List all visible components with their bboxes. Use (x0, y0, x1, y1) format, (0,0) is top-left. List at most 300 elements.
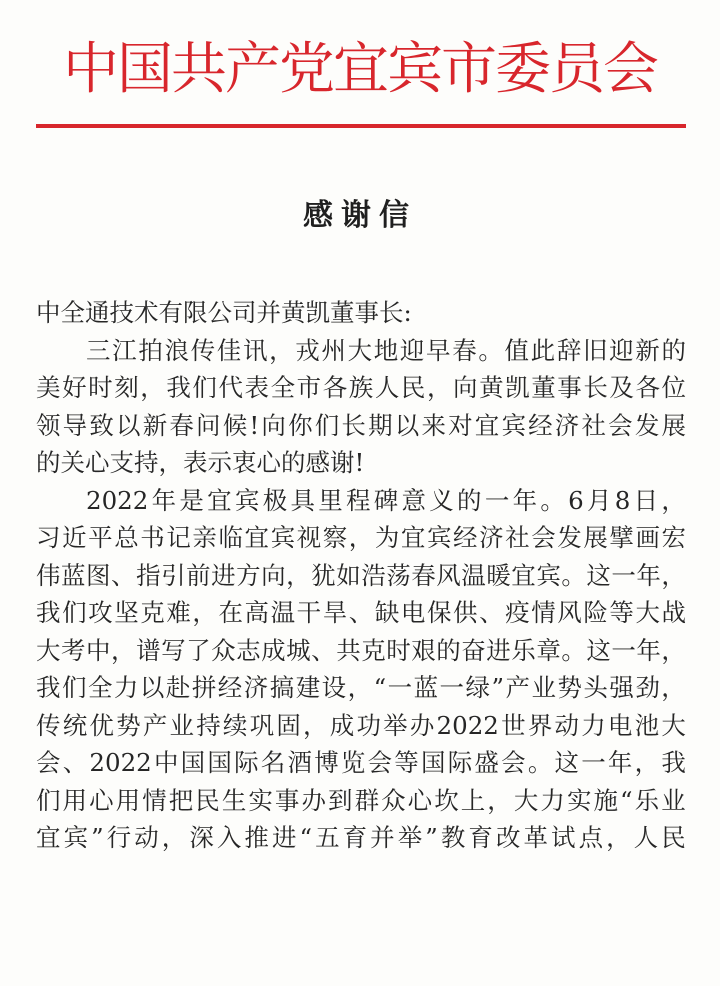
text-glyph: 、 (479, 598, 504, 627)
text-glyph: 一 (484, 485, 510, 515)
letter-body (36, 294, 686, 857)
text-glyph: 宾 (63, 823, 89, 852)
text-glyph: 年 (636, 635, 661, 665)
text-glyph: 办 (409, 710, 435, 740)
text-glyph: 宾 (426, 523, 452, 552)
text-glyph: 、 (311, 635, 336, 665)
text-glyph: 固 (276, 710, 301, 740)
text-glyph: 的 (457, 485, 482, 515)
text-glyph: ， (303, 710, 328, 740)
text-glyph: ， (661, 485, 686, 515)
text-glyph: 碑 (373, 485, 399, 515)
text-glyph: 行 (106, 823, 132, 852)
text-glyph: 值 (504, 335, 529, 365)
text-glyph: 际 (234, 748, 259, 777)
text-glyph: 意 (401, 485, 427, 515)
text-glyph: 成 (329, 710, 355, 740)
text-glyph: 平 (88, 523, 113, 552)
text-glyph: 章 (536, 635, 561, 665)
text-glyph: 前 (186, 560, 211, 590)
text-glyph: 义 (429, 485, 454, 515)
text-glyph: ! (249, 410, 260, 440)
text-glyph: 总 (114, 523, 139, 552)
text-glyph: 春 (169, 410, 194, 440)
paragraph-line (36, 332, 686, 370)
letterhead-title: 中国共产党宜宾市委员会 (63, 37, 657, 102)
text-glyph: 革 (523, 823, 548, 852)
text-glyph: 2022 (86, 485, 149, 515)
text-glyph: ， (140, 373, 165, 402)
text-glyph: 暖 (486, 560, 511, 590)
text-glyph: ， (487, 785, 512, 815)
text-glyph: 蓝 (413, 673, 439, 702)
text-glyph: 江 (112, 335, 137, 365)
text-glyph: ， (426, 373, 452, 402)
text-glyph: 情 (531, 598, 556, 627)
text-glyph: 佳 (216, 335, 242, 365)
text-glyph: 用 (115, 785, 141, 815)
text-glyph: ” (425, 823, 438, 852)
text-glyph: 我 (661, 748, 686, 777)
text-glyph: 一 (387, 673, 413, 702)
text-glyph: 我 (166, 373, 191, 402)
text-glyph: 产 (505, 673, 530, 702)
salutation: 中全通技术有限公司并黄凯董事长: (36, 298, 412, 327)
text-glyph: 乐 (634, 785, 660, 815)
paragraph-line (36, 707, 686, 745)
text-glyph: 巩 (249, 710, 275, 740)
text-glyph: 中 (86, 635, 111, 665)
text-glyph: 表 (244, 373, 269, 402)
text-glyph: 宾 (536, 560, 561, 590)
paragraph-line (36, 407, 686, 445)
text-glyph: 动 (134, 823, 159, 852)
text-glyph: 搞 (269, 673, 295, 702)
text-glyph: 新 (635, 335, 660, 365)
text-glyph: 济 (554, 410, 580, 440)
text-glyph: ， (606, 823, 631, 852)
text-glyph: 好 (62, 373, 87, 402)
text-glyph: 。 (527, 748, 553, 777)
text-glyph: 察 (322, 523, 348, 552)
text-glyph: 时 (386, 635, 411, 665)
paragraph-line: 的关心支持，表示衷心的感谢! (36, 448, 365, 477)
text-glyph: 风 (436, 560, 461, 590)
text-glyph: 你 (288, 410, 313, 440)
text-glyph: 各 (322, 373, 348, 402)
text-glyph: 了 (186, 635, 211, 665)
text-glyph: 大 (36, 635, 61, 665)
text-glyph: 育 (468, 823, 493, 852)
text-glyph: 群 (354, 785, 380, 815)
text-glyph: 保 (426, 598, 452, 627)
text-glyph: 春 (411, 560, 436, 590)
text-glyph: 酒 (287, 748, 312, 777)
text-glyph: 克 (140, 598, 165, 627)
text-glyph: 视 (296, 523, 322, 552)
text-glyph: 日 (633, 485, 659, 515)
text-glyph: 险 (583, 598, 608, 627)
text-glyph: 疫 (505, 598, 530, 627)
text-glyph: 近 (62, 523, 87, 552)
text-glyph: 以 (116, 410, 141, 440)
text-glyph: 宾 (234, 485, 260, 515)
text-glyph: 戎 (295, 335, 320, 365)
text-glyph: 黄 (479, 373, 504, 402)
text-glyph: ， (161, 823, 187, 852)
text-glyph: 生 (221, 785, 247, 815)
text-glyph: ， (111, 635, 136, 665)
text-glyph: 会 (367, 748, 393, 777)
text-glyph: 把 (168, 785, 194, 815)
text-glyph: 业 (169, 710, 195, 740)
text-glyph: 各 (635, 373, 660, 402)
text-glyph: 此 (530, 335, 556, 365)
text-glyph: 董 (531, 373, 556, 402)
text-glyph: 供 (453, 598, 478, 627)
text-glyph: 族 (348, 373, 374, 402)
paragraph-line (36, 632, 686, 670)
paragraph-line (36, 369, 686, 407)
letterhead-divider (36, 124, 686, 128)
text-glyph: 拼 (191, 673, 217, 702)
text-glyph: 温 (461, 560, 486, 590)
text-glyph: 国 (421, 748, 446, 777)
text-glyph: 考 (61, 635, 86, 665)
text-glyph: 、 (111, 560, 136, 590)
text-glyph: 导 (62, 410, 88, 440)
text-glyph: 记 (166, 523, 191, 552)
text-glyph: 写 (161, 635, 186, 665)
text-glyph: 、 (62, 748, 88, 777)
text-glyph: 月 (586, 485, 612, 515)
text-glyph: 宜 (207, 485, 232, 515)
text-glyph: 这 (554, 748, 580, 777)
text-glyph: 致 (89, 410, 114, 440)
text-glyph: 力 (581, 710, 606, 740)
paragraph-line (36, 782, 686, 820)
text-glyph: 社 (581, 410, 606, 440)
text-glyph: 势 (116, 710, 141, 740)
text-glyph: 年 (151, 485, 177, 515)
text-glyph: 情 (142, 785, 167, 815)
text-glyph: 谱 (136, 635, 161, 665)
text-glyph: 经 (528, 410, 553, 440)
text-glyph: 推 (244, 823, 269, 852)
text-glyph: 一 (611, 635, 636, 665)
text-glyph: 民 (195, 785, 220, 815)
text-glyph: 共 (336, 635, 361, 665)
text-glyph: 如 (336, 560, 361, 590)
text-glyph: 克 (361, 635, 386, 665)
text-glyph: ， (634, 748, 660, 777)
text-glyph: 头 (583, 673, 608, 702)
text-glyph: 成 (261, 635, 286, 665)
text-glyph: “ (299, 823, 313, 852)
text-glyph: 宜 (244, 523, 269, 552)
text-glyph: 我 (36, 598, 61, 627)
text-glyph: ， (661, 560, 686, 590)
text-glyph: 习 (36, 523, 61, 552)
text-glyph: ” (91, 823, 104, 852)
text-glyph: 攻 (88, 598, 113, 627)
text-glyph: 力 (540, 785, 565, 815)
text-glyph: 电 (607, 710, 633, 740)
text-glyph: 宜 (36, 823, 61, 852)
text-glyph: 坎 (434, 785, 459, 815)
text-glyph: 大 (635, 598, 660, 627)
text-glyph: 宾 (270, 523, 296, 552)
text-glyph: 。 (561, 635, 586, 665)
text-glyph: 年 (607, 748, 633, 777)
text-glyph: 国 (180, 748, 206, 777)
text-glyph: 建 (295, 673, 321, 702)
text-glyph: 风 (557, 598, 582, 627)
text-glyph: 宏 (661, 523, 686, 552)
text-glyph: ， (661, 673, 686, 702)
text-glyph: 大 (513, 785, 539, 815)
text-glyph: 图 (86, 560, 111, 590)
text-glyph: 凯 (505, 373, 530, 402)
text-glyph: ， (347, 673, 373, 702)
text-glyph: 蓝 (61, 560, 86, 590)
paragraph-line (36, 744, 686, 782)
text-glyph: 持 (196, 710, 221, 740)
text-glyph: 向 (261, 560, 286, 590)
text-glyph: ， (192, 598, 217, 627)
text-glyph: 济 (479, 523, 504, 552)
text-glyph: 社 (505, 523, 530, 552)
text-glyph: 对 (448, 410, 473, 440)
text-glyph: 济 (243, 673, 269, 702)
text-glyph: 在 (218, 598, 243, 627)
text-glyph: 方 (236, 560, 261, 590)
text-glyph: 举 (397, 823, 423, 852)
text-glyph: 传 (190, 335, 216, 365)
text-glyph: 三 (86, 335, 111, 365)
text-glyph: 浩 (361, 560, 386, 590)
paragraph-line (36, 594, 686, 632)
text-glyph: 进 (271, 823, 297, 852)
text-glyph: 世 (501, 710, 526, 740)
text-glyph: 来 (421, 410, 446, 440)
text-glyph: 奋 (461, 635, 486, 665)
text-glyph: 战 (661, 598, 686, 627)
text-glyph: 这 (586, 635, 611, 665)
text-glyph: 刻 (114, 373, 139, 402)
text-glyph: 实 (248, 785, 273, 815)
text-glyph: 代 (218, 373, 243, 402)
text-glyph: 上 (460, 785, 486, 815)
text-glyph: 温 (270, 598, 296, 627)
text-glyph: 点 (578, 823, 604, 852)
text-glyph: 程 (345, 485, 371, 515)
text-glyph: 宾 (501, 410, 526, 440)
text-glyph: 具 (290, 485, 315, 515)
document-title: 感谢信 (303, 198, 417, 233)
text-glyph: 施 (593, 785, 618, 815)
text-glyph: 。 (540, 485, 565, 515)
text-glyph: 等 (609, 598, 634, 627)
text-glyph: 辞 (556, 335, 582, 365)
text-glyph: 一 (581, 748, 606, 777)
text-glyph: 及 (609, 373, 634, 402)
text-glyph: 动 (554, 710, 580, 740)
text-glyph: 产 (142, 710, 168, 740)
text-glyph: 为 (374, 523, 400, 552)
text-glyph: 荡 (386, 560, 411, 590)
text-glyph: ， (269, 335, 294, 365)
text-glyph: 这 (586, 560, 611, 590)
paragraph-line (36, 482, 686, 520)
text-glyph: 是 (179, 485, 204, 515)
text-glyph: 6 (568, 485, 584, 515)
text-glyph: 教 (440, 823, 466, 852)
text-glyph: 。 (561, 560, 586, 590)
text-glyph: 事 (274, 785, 300, 815)
text-glyph: 育 (342, 823, 368, 852)
text-glyph: 人 (374, 373, 400, 402)
text-glyph: 续 (222, 710, 248, 740)
text-glyph: 犹 (311, 560, 336, 590)
text-glyph: 实 (566, 785, 592, 815)
text-glyph: 中 (153, 748, 179, 777)
text-glyph: 讯 (242, 335, 268, 365)
text-glyph: 时 (88, 373, 113, 402)
text-glyph: 。 (478, 335, 503, 365)
text-glyph: 人 (633, 823, 659, 852)
text-glyph: 入 (216, 823, 242, 852)
text-glyph: 书 (140, 523, 165, 552)
text-glyph: 擘 (609, 523, 634, 552)
text-glyph: 发 (634, 410, 660, 440)
text-glyph: 旧 (582, 335, 608, 365)
text-glyph: 位 (661, 373, 686, 402)
text-glyph: 等 (394, 748, 419, 777)
text-glyph: 试 (551, 823, 576, 852)
text-glyph: 新 (142, 410, 168, 440)
text-glyph: 民 (400, 373, 426, 402)
paragraph-line (36, 819, 686, 857)
text-glyph: 长 (583, 373, 608, 402)
text-glyph: 干 (296, 598, 322, 627)
text-glyph: 临 (218, 523, 243, 552)
text-glyph: 览 (340, 748, 366, 777)
text-glyph: 优 (89, 710, 114, 740)
text-glyph: 绿 (465, 673, 490, 702)
text-glyph: 心 (89, 785, 114, 815)
text-glyph: 迎 (399, 335, 425, 365)
text-glyph: 盛 (474, 748, 499, 777)
text-glyph: 大 (347, 335, 373, 365)
text-glyph: 的 (436, 635, 461, 665)
text-glyph: 事 (557, 373, 582, 402)
text-glyph: 会 (531, 523, 556, 552)
text-glyph: 领 (36, 410, 61, 440)
text-glyph: 心 (407, 785, 433, 815)
text-glyph: 全 (87, 673, 113, 702)
text-glyph: “ (373, 673, 387, 702)
text-glyph: 五 (315, 823, 340, 852)
text-glyph: 2022 (436, 710, 499, 740)
text-glyph: 并 (370, 823, 395, 852)
text-glyph: 春 (452, 335, 477, 365)
text-glyph: 劲 (635, 673, 660, 702)
text-glyph: 统 (62, 710, 88, 740)
paragraph-line (36, 557, 686, 595)
text-glyph: ， (348, 523, 374, 552)
text-glyph: “ (620, 785, 633, 815)
text-glyph: 宜 (400, 523, 426, 552)
text-glyph: 旱 (322, 598, 348, 627)
text-glyph: 界 (527, 710, 553, 740)
text-glyph: 际 (447, 748, 473, 777)
text-glyph: 坚 (114, 598, 139, 627)
text-glyph: 志 (236, 635, 261, 665)
text-glyph: 发 (557, 523, 582, 552)
text-glyph: 们 (192, 373, 217, 402)
text-glyph: ” (491, 673, 504, 702)
text-glyph: 进 (486, 635, 511, 665)
text-glyph: 亲 (192, 523, 217, 552)
text-glyph: 会 (501, 748, 526, 777)
text-glyph: 办 (301, 785, 326, 815)
text-glyph: 以 (394, 410, 420, 440)
text-glyph: 经 (453, 523, 478, 552)
text-glyph: 势 (557, 673, 582, 702)
text-glyph: 们 (36, 785, 61, 815)
text-glyph: 、 (348, 598, 374, 627)
text-glyph: 年 (512, 485, 538, 515)
text-glyph: 展 (583, 523, 608, 552)
text-glyph: 博 (314, 748, 339, 777)
text-glyph: 举 (383, 710, 408, 740)
text-glyph: 们 (61, 673, 87, 702)
text-glyph: 州 (321, 335, 346, 365)
text-glyph: 强 (609, 673, 634, 702)
text-glyph: 们 (314, 410, 340, 440)
text-glyph: 深 (189, 823, 214, 852)
text-glyph: 宜 (474, 410, 500, 440)
text-glyph: 乐 (511, 635, 536, 665)
text-glyph: 8 (614, 485, 631, 515)
text-glyph: 地 (373, 335, 399, 365)
text-glyph: 到 (328, 785, 353, 815)
text-glyph: 缺 (374, 598, 400, 627)
text-glyph: 2022 (89, 748, 152, 777)
text-glyph: 们 (62, 598, 87, 627)
text-glyph: 电 (400, 598, 426, 627)
text-glyph: 里 (318, 485, 343, 515)
text-glyph: 极 (262, 485, 288, 515)
text-glyph: 城 (286, 635, 311, 665)
text-glyph: 传 (36, 710, 61, 740)
text-glyph: 长 (341, 410, 366, 440)
text-glyph: 艰 (411, 635, 436, 665)
text-glyph: 年 (636, 560, 661, 590)
paragraph-line (36, 519, 686, 557)
text-glyph: ， (286, 560, 311, 590)
text-glyph: 一 (439, 673, 465, 702)
text-glyph: 难 (166, 598, 191, 627)
paragraph-line (36, 669, 686, 707)
text-glyph: 候 (222, 410, 248, 440)
text-glyph: 向 (261, 410, 286, 440)
text-glyph: 功 (356, 710, 381, 740)
text-glyph: 画 (635, 523, 660, 552)
text-glyph: 业 (661, 785, 686, 815)
text-glyph: 会 (36, 748, 61, 777)
